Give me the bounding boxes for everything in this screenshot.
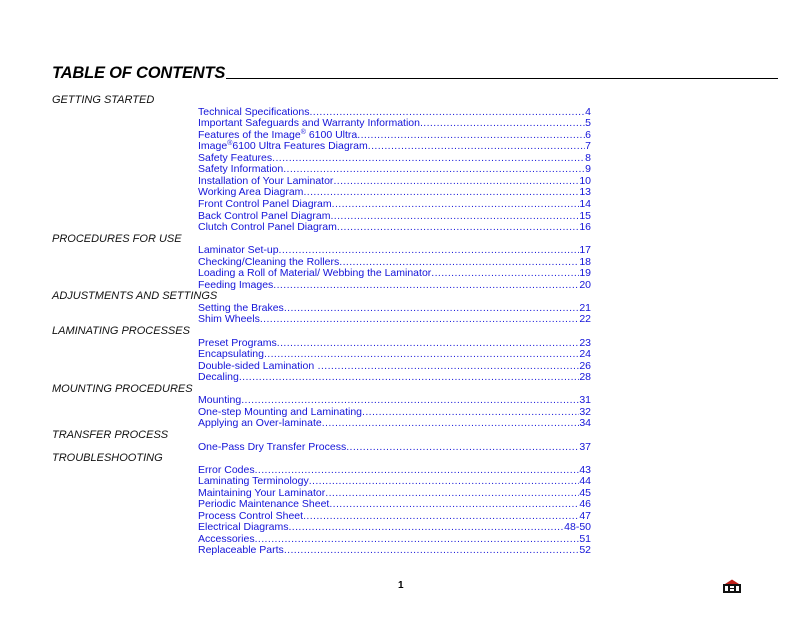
toc-entry-page: 5	[585, 117, 591, 130]
toc-entry-label-text: Error Codes	[198, 463, 255, 476]
toc-entry-page: 17	[579, 244, 591, 257]
toc-entry-label-text: Periodic Maintenance Sheet	[198, 498, 330, 511]
toc-entry-page: 46	[579, 498, 591, 511]
toc-entry-page: 13	[579, 186, 591, 199]
toc-entry-label-text: Safety Features	[198, 151, 273, 164]
toc-entry-label-text: Accessories	[198, 532, 255, 545]
section-heading: MOUNTING PROCEDURES	[52, 382, 193, 395]
title-row	[52, 60, 778, 82]
toc-entry-label	[198, 544, 284, 557]
toc-entry-label-text: Checking/Cleaning the Rollers	[198, 255, 340, 268]
toc-entry-label-text: Applying an Over-laminate	[198, 417, 322, 430]
toc-entry-label-text: Installation of Your Laminator	[198, 174, 334, 187]
toc-entry-link[interactable]	[198, 313, 591, 326]
toc-entry-page: 23	[579, 336, 591, 349]
company-logo-icon	[722, 578, 742, 594]
toc-entry-label-text: Shim Wheels	[198, 313, 260, 326]
toc-entry-page: 31	[579, 394, 591, 407]
toc-entry-label-text: Working Area Diagram	[198, 186, 304, 199]
toc-entry-label-text: Encapsulating	[198, 348, 264, 361]
toc-entry-page: 7	[585, 140, 591, 153]
toc-entry-label	[198, 371, 239, 384]
toc-entry-page: 28	[579, 371, 591, 384]
toc-entry-page: 48-50	[564, 521, 591, 534]
toc-entry-page: 14	[579, 197, 591, 210]
section-heading: GETTING STARTED	[52, 94, 155, 106]
dot-leader	[322, 417, 580, 430]
section-heading: ADJUSTMENTS AND SETTINGS	[52, 290, 218, 303]
toc-entry-page: 32	[579, 405, 591, 418]
toc-entry-page: 44	[579, 475, 591, 488]
toc-entry-link[interactable]	[198, 441, 591, 454]
toc-entry-page: 15	[579, 209, 591, 222]
registered-mark: ®	[227, 140, 233, 148]
toc-entry-page: 26	[579, 359, 591, 372]
toc-entry-label-text: Process Control Sheet	[198, 509, 304, 522]
toc-entry-page: 47	[579, 509, 591, 522]
toc-entry-label-text: Double-sided Lamination …	[198, 359, 328, 372]
dot-leader	[239, 371, 579, 384]
toc-entry-link[interactable]	[198, 279, 591, 292]
toc-entry-label-text: Laminator Set-up	[198, 244, 279, 257]
toc-entry-page: 43	[579, 463, 591, 476]
toc-entry-label-text: Feeding Images	[198, 278, 274, 291]
toc-entry-label	[198, 441, 346, 454]
dot-leader	[260, 313, 579, 326]
toc-entry-label-text: Back Control Panel Diagram	[198, 209, 331, 222]
dot-leader	[273, 279, 579, 292]
section-heading: LAMINATING PROCESSES	[52, 325, 190, 337]
toc-entry-label-text: Image	[198, 140, 228, 153]
registered-mark: ®	[300, 128, 306, 136]
toc-entry-link[interactable]	[198, 371, 591, 384]
toc-entry-label-text: Features of the Image	[198, 128, 301, 141]
toc-entry-label-text: Laminating Terminology	[198, 475, 309, 488]
toc-entry-page: 20	[579, 278, 591, 291]
toc-entry-label-text: Preset Programs	[198, 336, 277, 349]
toc-entry-page: 51	[579, 532, 591, 545]
toc-entry-page: 24	[579, 348, 591, 361]
toc-entry-page: 16	[579, 221, 591, 234]
toc-entry-link[interactable]	[198, 417, 591, 430]
toc-entry-page: 45	[579, 486, 591, 499]
dot-leader	[284, 544, 580, 557]
toc-entry-page: 8	[585, 151, 591, 164]
toc-entry-page: 52	[579, 544, 591, 557]
title-underline	[226, 78, 778, 79]
toc-entry-link[interactable]	[198, 221, 591, 234]
toc-entry-label-text: One-step Mounting and Laminating	[198, 405, 363, 418]
section-heading: TROUBLESHOOTING	[52, 452, 163, 465]
toc-entry-page: 19	[579, 267, 591, 280]
toc-entry-label-text: One-Pass Dry Transfer Process	[198, 440, 347, 453]
toc-entry-label-text: Setting the Brakes	[198, 301, 284, 314]
toc-entry-label	[198, 417, 322, 430]
toc-entry-label-text: Electrical Diagrams	[198, 521, 289, 534]
toc-entry-label-text: Clutch Control Panel Diagram	[198, 221, 337, 234]
section-heading: TRANSFER PROCESS	[52, 428, 169, 441]
toc-entry-label-text: Important Safeguards and Warranty Information	[198, 117, 420, 130]
toc-entry-page: 21	[579, 301, 591, 314]
page-number: 1	[398, 580, 404, 591]
toc-entry-label	[198, 221, 337, 234]
dot-leader	[346, 441, 579, 454]
toc-entry-page: 10	[579, 174, 591, 187]
toc-entry-label-text: Safety Information	[198, 163, 284, 176]
toc-entry-page: 37	[579, 440, 591, 453]
toc-entry-label-rest: 6100 Ultra Features Diagram	[232, 140, 368, 153]
toc-entry-page: 18	[579, 255, 591, 268]
toc-entry-label-text: Technical Specifications	[198, 105, 310, 118]
toc-entry-link[interactable]	[198, 544, 591, 557]
toc-entry-label-text: Decaling	[198, 371, 239, 384]
toc-entry-page: 22	[579, 313, 591, 326]
section-heading: PROCEDURES FOR USE	[52, 232, 182, 245]
toc-entry-label-text: Front Control Panel Diagram	[198, 197, 332, 210]
toc-entry-page: 34	[579, 417, 591, 430]
toc-entry-page: 9	[585, 163, 591, 176]
toc-entry-label-text: Mounting	[198, 394, 242, 407]
toc-entry-label-text: Replaceable Parts	[198, 544, 284, 557]
toc-entry-label-text: Maintaining Your Laminator	[198, 486, 326, 499]
toc-entry-label	[198, 313, 260, 326]
toc-entry-label-rest: 6100 Ultra	[305, 128, 358, 141]
toc-entry-page: 6	[585, 128, 591, 141]
page-title: TABLE OF CONTENTS	[52, 64, 226, 82]
dot-leader	[337, 221, 579, 234]
toc-entry-page: 4	[585, 105, 591, 118]
toc-entry-label-text: Loading a Roll of Material/ Webbing the Laminator	[198, 267, 432, 280]
